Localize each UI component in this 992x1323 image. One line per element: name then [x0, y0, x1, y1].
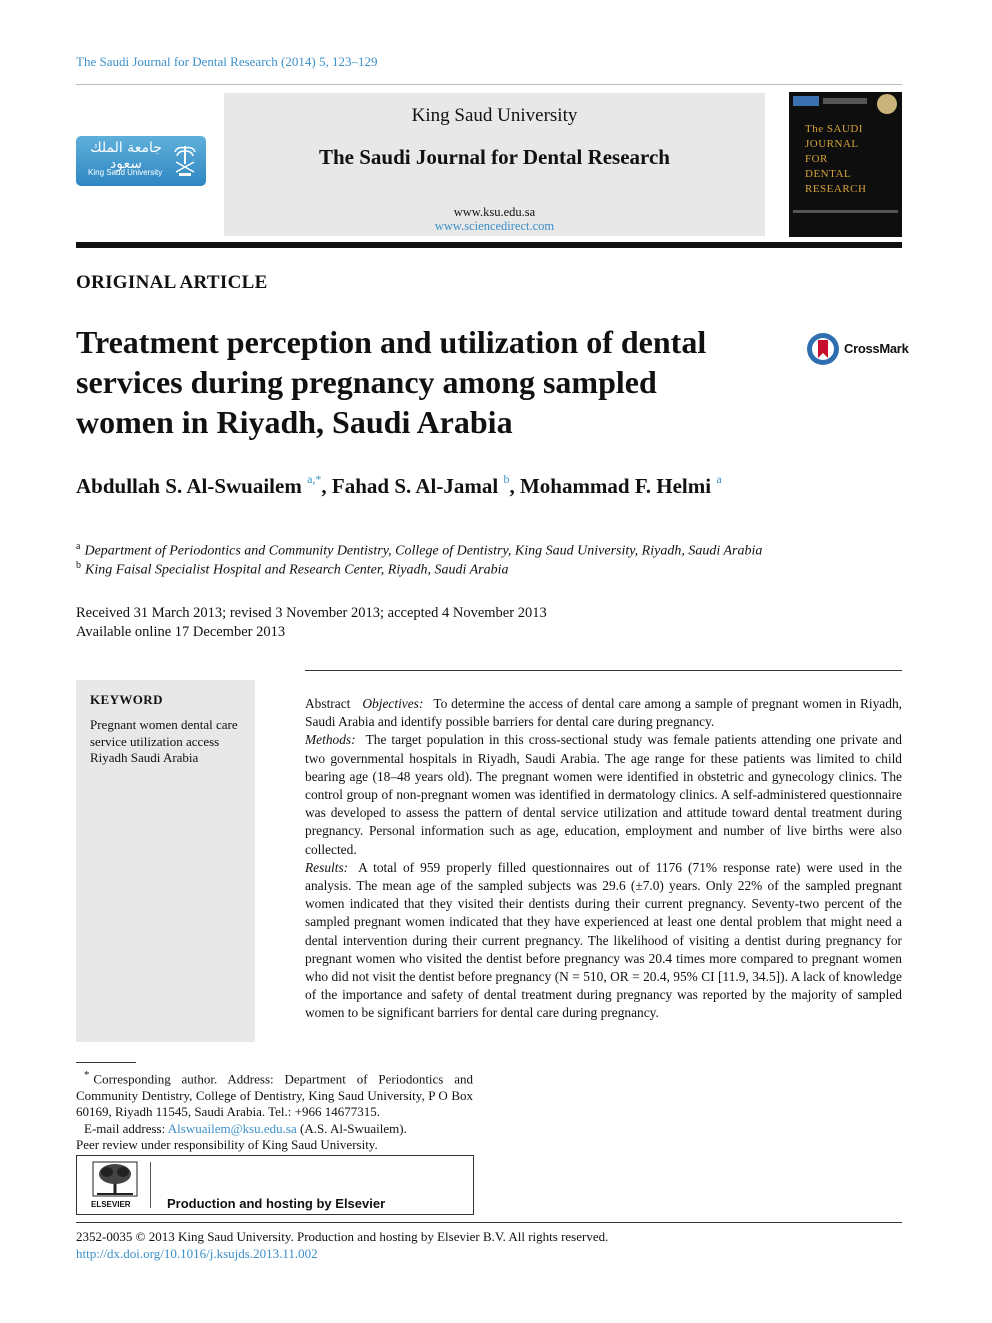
cover-footer-strip — [793, 210, 898, 213]
sciencedirect-url[interactable]: www.sciencedirect.com — [434, 219, 555, 233]
footer-rule — [76, 1222, 902, 1223]
elsevier-hosting-text: Production and hosting by Elsevier — [167, 1196, 386, 1211]
ksu-url[interactable]: www.ksu.edu.sa — [453, 205, 536, 219]
journal-cover — [789, 92, 902, 237]
abstract-methods: Methods: The target population in this cross-sectional study was female patients attending one private and two governmental hospitals in Riyadh, Saudi Arabia. The age range for these patients was limited to child bearing age (18–48 years old). The pregnant women were identified in obstetric and gynecology clinics. The control group of non-pregnant women was identified in dermatology clinics. A self-administered questionnaire was developed to assess the pattern of dental service utilization and attitude toward dental treatment during pregnancy. Personal information such as age, education, employment and number of live births were also collected. — [305, 732, 902, 857]
author-name: Abdullah S. Al-Swuailem — [76, 474, 302, 498]
copyright-line: 2352-0035 © 2013 King Saud University. Production and hosting by Elsevier B.V. All rights reserved. — [76, 1229, 609, 1244]
author-name: Fahad S. Al-Jamal — [331, 474, 499, 498]
received-dates: Received 31 March 2013; revised 3 November 2013; accepted 4 November 2013 — [76, 605, 547, 621]
cover-header-strip — [823, 98, 867, 104]
crossmark-label: CrossMark — [844, 341, 909, 356]
article-type: ORIGINAL ARTICLE — [76, 272, 268, 293]
journal-name: The Saudi Journal for Dental Research — [319, 145, 670, 169]
palm-swords-emblem-icon — [172, 142, 198, 178]
elsevier-hosting-box — [76, 1155, 474, 1215]
header-top-rule — [76, 84, 902, 85]
author-list: Abdullah S. Al-Swuailem $^{a,*}$, Fahad S. Al-Jamal $^b$, Mohammad F. Helmi $^a$ — [76, 472, 722, 498]
abstract-objectives: Abstract Objectives: To determine the access of dental care among a sample of pregnant women in Riyadh, Saudi Arabia and identify possible barriers for dental care during pregnancy. — [305, 696, 902, 730]
elsevier-divider — [150, 1162, 151, 1208]
author-affil-mark[interactable]: b — [503, 472, 510, 486]
affiliation-a: $^a$ Department of Periodontics and Community Dentistry, College of Dentistry, King Saud University, Riyadh, Saudi Arabia — [76, 541, 763, 559]
abstract-top-rule — [305, 670, 902, 671]
corresponding-star: * — [84, 1069, 90, 1081]
elsevier-tree-logo-icon — [89, 1160, 141, 1200]
ksu-logo-english: King Saud University — [88, 168, 163, 177]
header-thick-rule — [76, 242, 902, 248]
keyword-box — [76, 680, 255, 1042]
affiliation-b: $^b$ King Faisal Specialist Hospital and Research Center, Riyadh, Saudi Arabia — [76, 560, 509, 578]
crossmark-icon — [806, 332, 840, 366]
author-affil-mark[interactable]: a — [716, 472, 722, 486]
author-name: Mohammad F. Helmi — [519, 474, 712, 498]
online-date: Available online 17 December 2013 — [76, 624, 286, 640]
cover-title: The SAUDI JOURNAL FOR DENTAL RESEARCH — [805, 123, 867, 195]
author-affil-mark[interactable]: a,* — [307, 472, 322, 486]
corresponding-author-footnote: * Corresponding author. Address: Department of Periodontics and Community Dentistry, College of Dentistry, King Saud University, P O Box 60169, Riyadh 11545, Saudi Arabia. Tel.: +966 14677315. E-mail address: Alswuailem@ksu.edu.sa (A.S. Al-Swuailem). Peer review under responsibility of King Saud University. — [76, 1069, 473, 1153]
abstract — [305, 695, 902, 1023]
article-title: Treatment perception and utilization of dental services during pregnancy among sampled women in Riyadh, Saudi Arabia — [76, 324, 707, 440]
journal-citation[interactable]: The Saudi Journal for Dental Research (2014) 5, 123–129 — [76, 54, 378, 69]
crossmark-badge[interactable] — [806, 332, 909, 366]
abstract-results: Results: A total of 959 properly filled questionnaires out of 1176 (71% response rate) were used in the analysis. The mean age of the sampled subjects was 29.6 (±7.0) years. Only 22% of the sampled pregnant women indicated that they visited their dentists during their current pregnancy. Seventy-two percent of the sampled pregnant women indicated that they have experienced at least one dental problem that might need a dental intervention during their current pregnancy. The likelihood of visiting a dentist during pregnancy for pregnant women who visited the dentist before pregnancy was 20.4 times more compared to pregnant women who did not visit the dentist before pregnancy (N = 510, OR = 20.4, 95% CI [11.9, 34.5]). A lack of knowledge of the importance and safety of dental treatment during pregnancy was reported by the majority of sampled women to be significant barriers for dental care during pregnancy. — [305, 859, 902, 1021]
peer-review-note: Peer review under responsibility of King Saud University. — [76, 1137, 378, 1153]
keyword-heading: KEYWORD — [90, 692, 163, 707]
ksu-logo-arabic: جامعة الملك سعود — [90, 140, 162, 172]
cover-seal-icon — [877, 94, 897, 114]
footnote-rule — [76, 1062, 136, 1063]
university-name: King Saud University — [411, 105, 578, 126]
ksu-logo — [76, 136, 206, 186]
author-email-link[interactable]: Alswuailem@ksu.edu.sa — [167, 1120, 297, 1136]
journal-header-band — [224, 93, 765, 236]
keyword-list: Pregnant women dental care service utilization access Riyadh Saudi Arabia — [90, 717, 238, 765]
elsevier-wordmark: ELSEVIER — [91, 1200, 131, 1209]
abstract-heading: Abstract — [305, 696, 351, 711]
doi-link[interactable]: http://dx.doi.org/10.1016/j.ksujds.2013.11.002 — [76, 1246, 318, 1261]
cover-publisher-badge — [793, 96, 819, 106]
